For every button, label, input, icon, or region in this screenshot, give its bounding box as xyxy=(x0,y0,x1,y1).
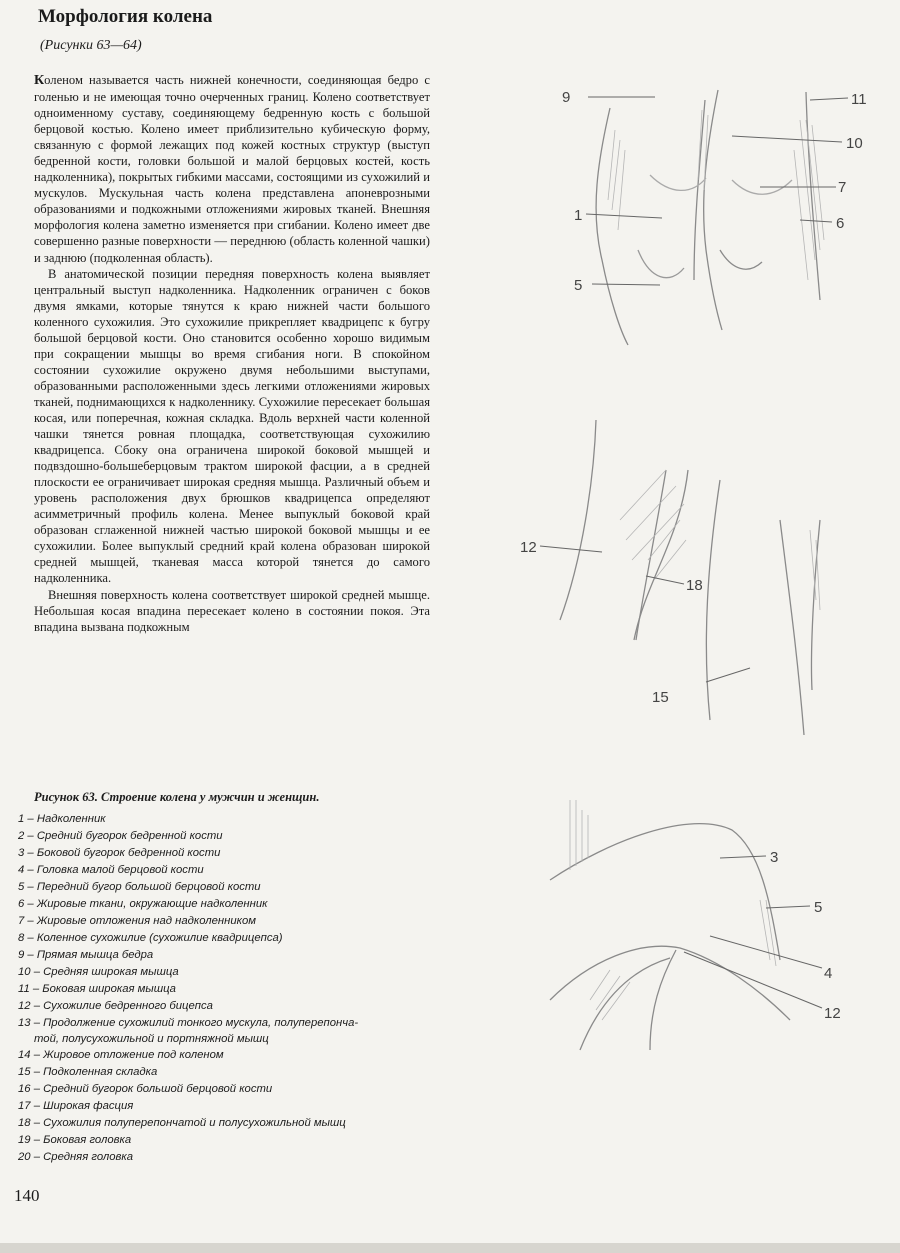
sketch-label: 5 xyxy=(814,899,823,916)
sketch-label: 12 xyxy=(824,1005,841,1022)
figure-caption: Рисунок 63. Строение колена у мужчин и женщин. xyxy=(34,790,320,804)
legend-item xyxy=(18,1015,438,1047)
sketch-label: 1 xyxy=(574,207,583,224)
legend-item: 19 – Боковая головка xyxy=(18,1134,132,1146)
legend-item: 8 – Коленное сухожилие (сухожилие квадрицепса) xyxy=(18,932,283,944)
legend-item: 15 – Подколенная складка xyxy=(18,1066,158,1078)
legend-item: 20 – Средняя головка xyxy=(18,1151,134,1163)
sketch-label: 5 xyxy=(574,277,583,294)
knee-front-sketch xyxy=(596,90,824,345)
legend-item: 16 – Средний бугорок большой берцовой кости xyxy=(18,1083,273,1095)
sketch-label: 15 xyxy=(652,689,669,706)
page-number: 140 xyxy=(14,1186,40,1205)
legend-item: 5 – Передний бугор большой берцовой кости xyxy=(18,881,261,893)
paragraph-2: В анатомической позиции передняя поверхность колена выявляет центральный выступ надколенника. Надколенник ограничен с боков двумя ямками, которые тянутся к краю нижней части большого коленного сухожилия. Это сухожилие прикрепляет квадрицепс к бугру большой берцовой кости. Оно становится особенно хорошо видимым при сокращении мышцы во время сгибания ноги. В спокойном состоянии сухожилие окружено двумя небольшими выступами, образованными расположенными здесь легкими отложениями жировых тканей, поднимающихся к надколеннику. Сухожилие пересекает большая косая, или поперечная, кожная складка. Вдоль верхней части коленной чашки тянется ровная площадка, соответствующая сухожилию квадрицепса. Сбоку она ограничена широкой боковой мышцей и подвздошно-большеберцовым трактом широкой фасции, а в средней плоскости ее ограничивает широкая средняя мышца. Различный объем и уровень расположения двух брюшков квадрицепса определяют асимметричный профиль колена. Менее выпуклый боковой край образован сглаженной нижней частью широкой боковой мышцы и ее сухожилии. Более выпуклый средний край колена образован широкой средней мышцей, тканевая масса которой тянется до самого надколенника. xyxy=(34,266,430,586)
sketch-label: 9 xyxy=(562,89,571,106)
scan-edge xyxy=(0,1243,900,1253)
sketch-label: 12 xyxy=(520,539,537,556)
legend-item: 18 – Сухожилия полуперепончатой и полусухожильной мышц xyxy=(18,1117,346,1129)
sketch-label: 11 xyxy=(851,91,867,108)
legend-item: 9 – Прямая мышца бедра xyxy=(18,949,154,961)
legend-item: 3 – Боковой бугорок бедренной кости xyxy=(18,847,221,859)
legend-item: 11 – Боковая широкая мышца xyxy=(18,983,176,995)
knee-side-leaders xyxy=(684,856,822,1008)
legend-item: 1 – Надколенник xyxy=(18,813,106,825)
paragraph-1-text: оленом называется часть нижней конечности, соединяющая бедро с голенью и не имеющая точно очерченных границ. Колено соответствует одноименному суставу, соединяющему бедренную кость с большой берцовой костью. Колено имеет приблизительно кубическую форму, связанную с формой лежащих под кожей костных структур (выступ бедренной кости, головки большой и малой берцовых костей, кость надколенника), покрытых гибкими массами, состоящими из сухожилий и мускулов. Мускульная часть колена представлена апоневрозными образованиями и подкожными отложениями жировых тканей. Внешняя морфология колена заметно изменяется при сгибании. Колено имеет две совершенно разные поверхности — переднюю (область коленной чашки) и заднюю (подколенная область). xyxy=(34,73,430,265)
legend-item: 17 – Широкая фасция xyxy=(18,1100,134,1112)
sketch-label: 4 xyxy=(824,965,833,982)
sketch-label: 7 xyxy=(838,179,847,196)
sketch-label: 18 xyxy=(686,577,703,594)
legend-item-line: 13 – Продолжение сухожилий тонкого мускула, полуперепонча- xyxy=(18,1017,359,1029)
legend-item: 7 – Жировые отложения над надколенником xyxy=(18,915,256,927)
legend-item: 6 – Жировые ткани, окружающие надколенник xyxy=(18,898,268,910)
knee-sketches xyxy=(470,0,900,1240)
legend-item-continuation: той, полусухожильной и портняжной мышц xyxy=(34,1033,269,1045)
knee-front-leaders xyxy=(586,97,848,285)
legend-item: 2 – Средний бугорок бедренной кости xyxy=(18,830,223,842)
legend-item: 14 – Жировое отложение под коленом xyxy=(18,1049,224,1061)
paragraph-1 xyxy=(34,72,430,266)
legend-item: 12 – Сухожилие бедренного бицепса xyxy=(18,1000,213,1012)
sketch-label: 10 xyxy=(846,135,863,152)
article-body xyxy=(34,72,430,635)
knee-back-leaders xyxy=(540,546,750,682)
figure-reference: (Рисунки 63—64) xyxy=(40,38,142,53)
knee-side-sketch xyxy=(550,800,790,1050)
figure-legend xyxy=(18,811,438,1166)
page-title: Морфология колена xyxy=(38,6,213,27)
paragraph-3: Внешняя поверхность колена соответствует широкой средней мышце. Небольшая косая впадина пересекает колено в состоянии покоя. Эта впадина вызвана подкожным xyxy=(34,587,430,634)
sketch-label: 6 xyxy=(836,215,845,232)
dropcap: К xyxy=(34,73,45,88)
sketch-label: 3 xyxy=(770,849,779,866)
legend-item: 4 – Головка малой берцовой кости xyxy=(18,864,204,876)
legend-item: 10 – Средняя широкая мышца xyxy=(18,966,179,978)
